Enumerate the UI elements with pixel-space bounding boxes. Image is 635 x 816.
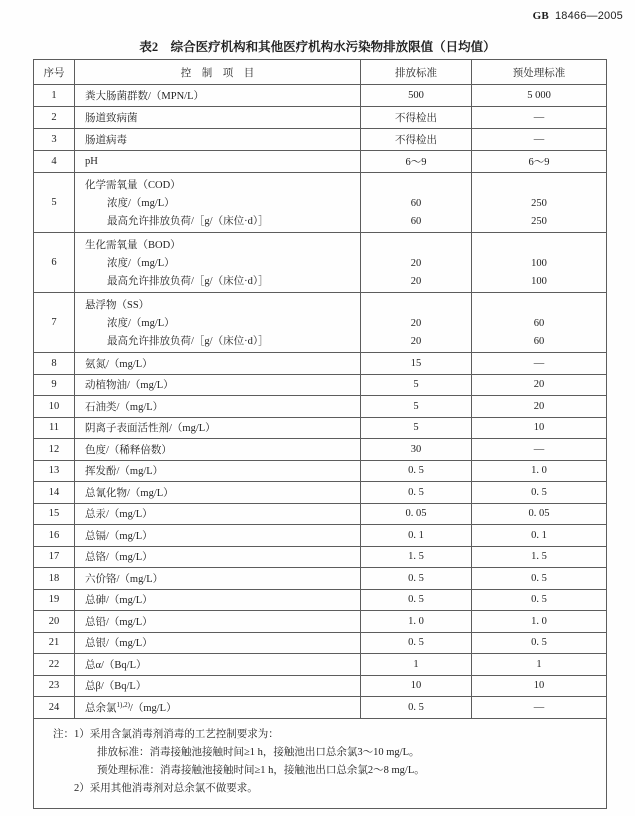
blank-line: [361, 297, 471, 315]
table-body: [34, 85, 607, 809]
item-group-name: 生化需氧量（BOD）: [85, 240, 181, 251]
sub-item-name: 浓度/（mg/L）: [107, 258, 175, 269]
item-name: 色度/（稀释倍数）: [75, 439, 361, 461]
table-row: [34, 697, 607, 719]
item-name: 挥发酚/（mg/L）: [75, 460, 361, 482]
blank-line: [472, 177, 606, 195]
pretreatment-value: 6～9: [472, 151, 607, 173]
sub-item-name: 最高允许排放负荷/［g/（床位·d）］: [107, 276, 269, 287]
pretreatment-value: 10: [472, 675, 607, 697]
row-number: 1: [34, 85, 75, 107]
table-row: [34, 353, 607, 375]
item-name: 总镉/（mg/L）: [75, 525, 361, 547]
row-number: 10: [34, 396, 75, 418]
table-header: [34, 60, 607, 85]
pretreatment-value: —: [472, 107, 607, 129]
blank-line: [361, 237, 471, 255]
pretreatment-value: 250: [531, 216, 547, 227]
table-row: [34, 632, 607, 654]
table-row: [34, 675, 607, 697]
row-number: 6: [34, 233, 75, 293]
item-name: 阴离子表面活性剂/（mg/L）: [75, 417, 361, 439]
item-name: 总砷/（mg/L）: [75, 589, 361, 611]
table-row: [34, 654, 607, 676]
item-name: 总银/（mg/L）: [75, 632, 361, 654]
discharge-cell: [361, 173, 472, 233]
item-name-cell: [75, 697, 361, 719]
discharge-value: 0. 5: [361, 697, 472, 719]
row-number: 20: [34, 611, 75, 633]
row-number: 14: [34, 482, 75, 504]
table-row: [34, 525, 607, 547]
row-number: 3: [34, 129, 75, 151]
item-name: 总氰化物/（mg/L）: [75, 482, 361, 504]
header-row: [34, 60, 607, 85]
pretreatment-value: 0. 05: [472, 503, 607, 525]
item-name: 总β/（Bq/L）: [75, 675, 361, 697]
item-cell: [75, 293, 361, 353]
item-name: 总α/（Bq/L）: [75, 654, 361, 676]
row-number: 23: [34, 675, 75, 697]
table-row: [34, 129, 607, 151]
footnote-marker: 1),2): [116, 700, 130, 709]
pretreatment-value: 250: [531, 198, 547, 209]
item-name: 总铅/（mg/L）: [75, 611, 361, 633]
notes-cell: [34, 718, 607, 808]
blank-line: [361, 177, 471, 195]
notes-label: 注：: [53, 728, 74, 740]
sub-item-name: 浓度/（mg/L）: [107, 198, 175, 209]
item-name: 动植物油/（mg/L）: [75, 374, 361, 396]
pretreatment-value: 1: [472, 654, 607, 676]
discharge-value: 5: [361, 374, 472, 396]
discharge-value: 0. 1: [361, 525, 472, 547]
pretreatment-value: 0. 5: [472, 482, 607, 504]
discharge-value: 0. 05: [361, 503, 472, 525]
sub-item-name: 最高允许排放负荷/［g/（床位·d）］: [107, 336, 269, 347]
discharge-cell: [361, 293, 472, 353]
discharge-value: 20: [410, 276, 422, 287]
row-number: 8: [34, 353, 75, 375]
discharge-value: 6～9: [361, 151, 472, 173]
pretreatment-value: 60: [533, 336, 545, 347]
discharge-value: 1. 5: [361, 546, 472, 568]
row-number: 9: [34, 374, 75, 396]
column-header-discharge: 排放标准: [361, 60, 472, 85]
note-line: 预处理标准：消毒接触池接触时间≥1 h，接触池出口总余氯2～8 mg/L。: [97, 764, 425, 776]
table-row-group: [34, 293, 607, 353]
discharge-value: 15: [361, 353, 472, 375]
discharge-value: 0. 5: [361, 589, 472, 611]
discharge-value: 0. 5: [361, 568, 472, 590]
emission-limits-table: [33, 59, 607, 809]
pretreatment-value: 0. 5: [472, 632, 607, 654]
table-row: [34, 396, 607, 418]
standard-year-number: 18466—2005: [554, 10, 623, 22]
table-row: [34, 589, 607, 611]
row-number: 4: [34, 151, 75, 173]
note-line: [53, 726, 606, 744]
row-number: 15: [34, 503, 75, 525]
table-row: [34, 546, 607, 568]
row-number: 18: [34, 568, 75, 590]
table-row: [34, 417, 607, 439]
item-name: 石油类/（mg/L）: [75, 396, 361, 418]
table-row: [34, 85, 607, 107]
discharge-value: 不得检出: [361, 107, 472, 129]
pretreatment-value: 10: [472, 417, 607, 439]
discharge-value: 5: [361, 417, 472, 439]
table-row-group: [34, 233, 607, 293]
item-group-name: 悬浮物（SS）: [85, 300, 150, 311]
table-row-group: [34, 173, 607, 233]
table-row: [34, 374, 607, 396]
pretreatment-value: 1. 0: [472, 611, 607, 633]
row-number: 11: [34, 417, 75, 439]
pretreatment-value: 5 000: [472, 85, 607, 107]
discharge-value: 不得检出: [361, 129, 472, 151]
pretreatment-cell: [472, 173, 607, 233]
standard-code: GB: [532, 10, 549, 22]
item-group-name: 化学需氧量（COD）: [85, 180, 181, 191]
row-number: 13: [34, 460, 75, 482]
discharge-value: 1: [361, 654, 472, 676]
row-number: 7: [34, 293, 75, 353]
pretreatment-value: —: [472, 129, 607, 151]
column-header-pretreatment: 预处理标准: [472, 60, 607, 85]
pretreatment-value: —: [472, 697, 607, 719]
discharge-value: 5: [361, 396, 472, 418]
item-name: 总铬/（mg/L）: [75, 546, 361, 568]
table-row: [34, 503, 607, 525]
table-row: [34, 568, 607, 590]
discharge-value: 20: [410, 318, 422, 329]
pretreatment-cell: [472, 293, 607, 353]
row-number: 19: [34, 589, 75, 611]
discharge-value: 30: [361, 439, 472, 461]
row-number: 17: [34, 546, 75, 568]
note-line: 2）采用其他消毒剂对总余氯不做要求。: [74, 782, 258, 794]
item-name: 粪大肠菌群数/（MPN/L）: [75, 85, 361, 107]
sub-item-name: 最高允许排放负荷/［g/（床位·d）］: [107, 216, 269, 227]
item-name: 氨氮/（mg/L）: [75, 353, 361, 375]
table-row: [34, 611, 607, 633]
discharge-value: 0. 5: [361, 482, 472, 504]
pretreatment-value: 0. 1: [472, 525, 607, 547]
discharge-value: 20: [410, 336, 422, 347]
pretreatment-value: 1. 5: [472, 546, 607, 568]
table-row: [34, 151, 607, 173]
notes-row: [34, 718, 607, 808]
row-number: 24: [34, 697, 75, 719]
item-name: pH: [75, 151, 361, 173]
pretreatment-value: 60: [533, 318, 545, 329]
column-header-no: 序号: [34, 60, 75, 85]
item-name: 总余氯: [85, 702, 117, 714]
pretreatment-value: 1. 0: [472, 460, 607, 482]
discharge-value: 60: [410, 198, 422, 209]
table-row: [34, 482, 607, 504]
discharge-value: 500: [361, 85, 472, 107]
item-unit: /（mg/L）: [129, 702, 177, 714]
pretreatment-value: 100: [531, 276, 547, 287]
pretreatment-value: 20: [472, 374, 607, 396]
pretreatment-cell: [472, 233, 607, 293]
discharge-value: 60: [410, 216, 422, 227]
discharge-value: 10: [361, 675, 472, 697]
row-number: 2: [34, 107, 75, 129]
blank-line: [472, 237, 606, 255]
item-name: 肠道病毒: [75, 129, 361, 151]
row-number: 16: [34, 525, 75, 547]
table-row: [34, 439, 607, 461]
row-number: 21: [34, 632, 75, 654]
item-name: 肠道致病菌: [75, 107, 361, 129]
table-row: [34, 107, 607, 129]
sub-item-name: 浓度/（mg/L）: [107, 318, 175, 329]
item-cell: [75, 173, 361, 233]
row-number: 22: [34, 654, 75, 676]
row-number: 12: [34, 439, 75, 461]
row-number: 5: [34, 173, 75, 233]
column-header-item: 控 制 项 目: [75, 60, 361, 85]
pretreatment-value: 0. 5: [472, 589, 607, 611]
pretreatment-value: 0. 5: [472, 568, 607, 590]
table-title: 表2 综合医疗机构和其他医疗机构水污染物排放限值（日均值）: [139, 40, 496, 54]
pretreatment-value: —: [472, 439, 607, 461]
item-cell: [75, 233, 361, 293]
blank-line: [472, 297, 606, 315]
discharge-value: 0. 5: [361, 460, 472, 482]
discharge-value: 1. 0: [361, 611, 472, 633]
standard-number: [533, 10, 623, 22]
item-name: 总汞/（mg/L）: [75, 503, 361, 525]
pretreatment-value: 100: [531, 258, 547, 269]
note-text: 1）采用含氯消毒剂消毒的工艺控制要求为：: [74, 728, 279, 740]
discharge-value: 0. 5: [361, 632, 472, 654]
pretreatment-value: —: [472, 353, 607, 375]
note-line: 排放标准：消毒接触池接触时间≥1 h，接触池出口总余氯3～10 mg/L。: [97, 746, 420, 758]
discharge-cell: [361, 233, 472, 293]
table-row: [34, 460, 607, 482]
pretreatment-value: 20: [472, 396, 607, 418]
discharge-value: 20: [410, 258, 422, 269]
item-name: 六价铬/（mg/L）: [75, 568, 361, 590]
